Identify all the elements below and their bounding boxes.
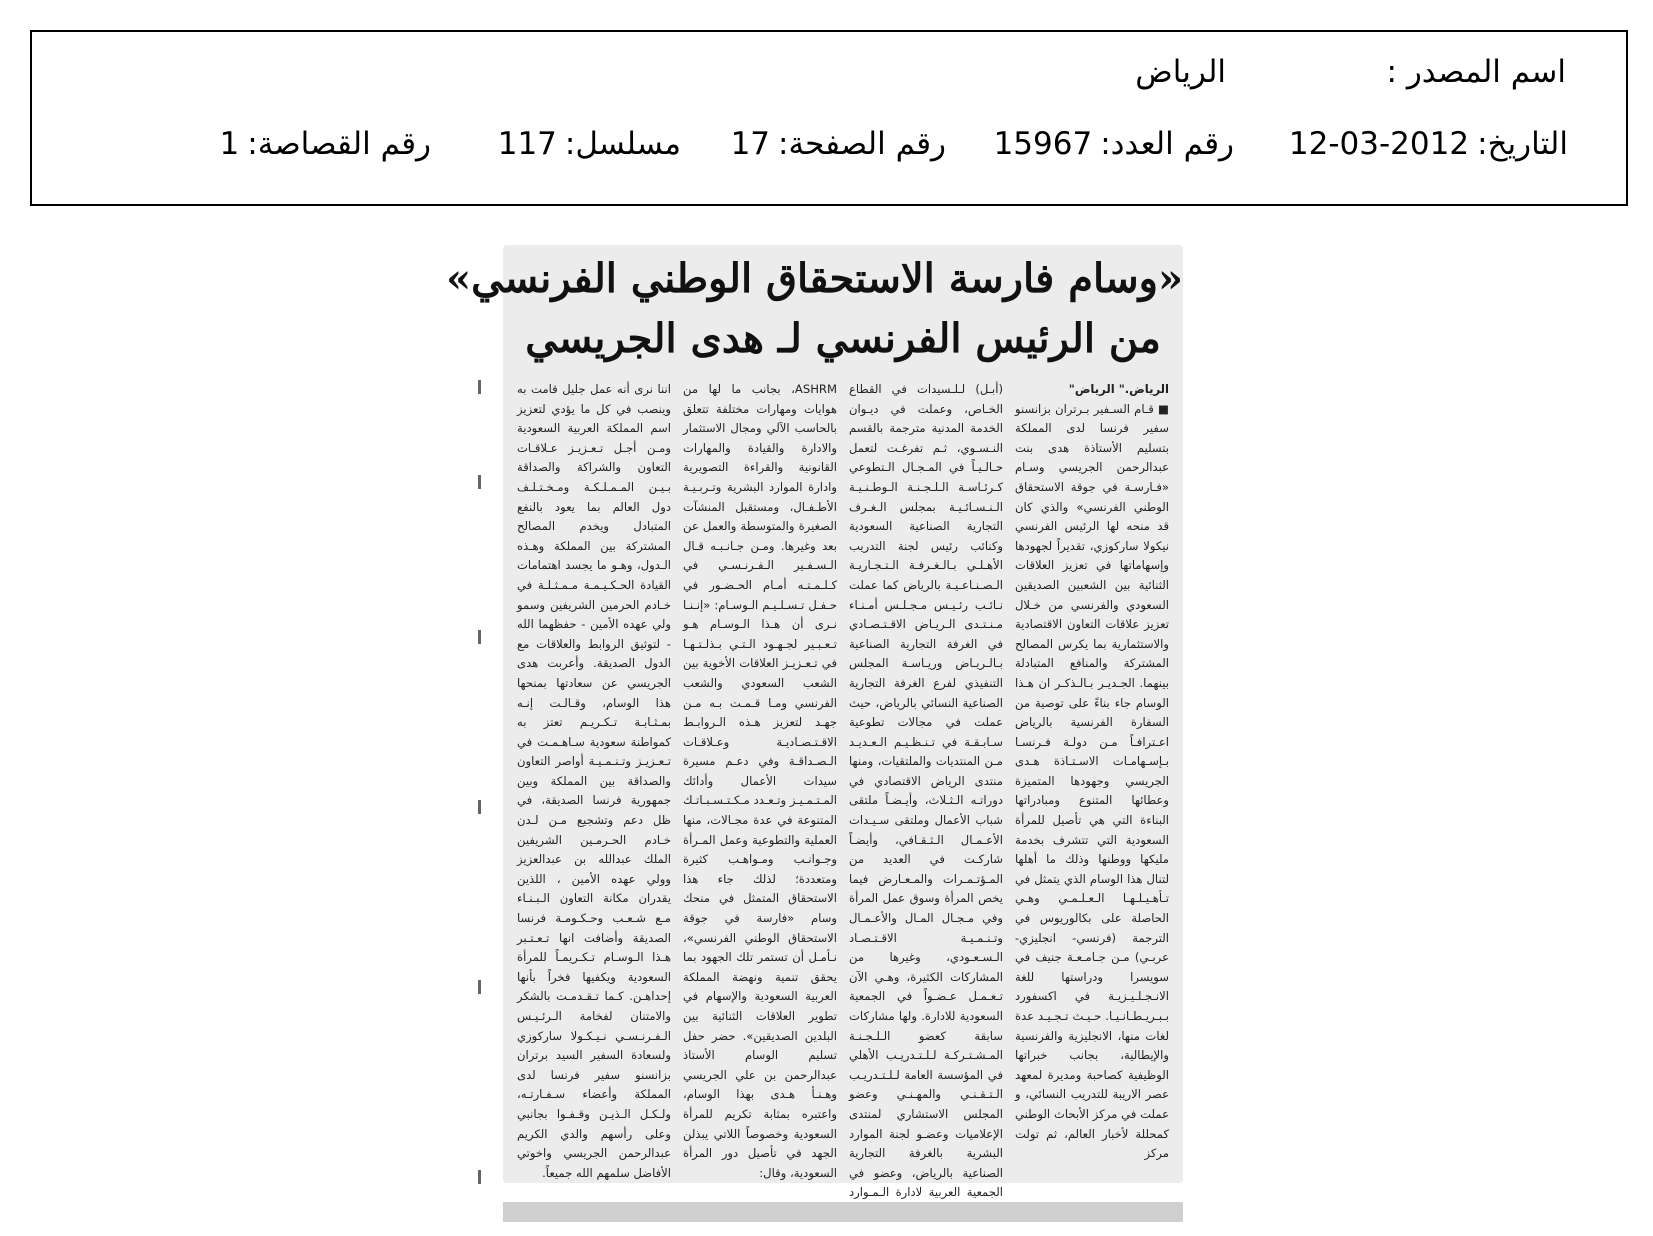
article-dateline: الرياض." الرياض" [1068,382,1169,396]
issue-value: 15967 [993,126,1093,162]
article-column-text: (أبـل) لـلـسيدات في القطاع الخـاص، وعملت في ديـوان الخدمة المدنية مترجمة بالقسم النـسـوي، ثـم تفرغـت لتعمل حـالـيـاً في المـجـال الـتطوعي كـرئـاسـة الـلـجـنـة الـوطـنـيـة الـنـسـائـيـة بمجلس الـغـرف التجارية الصناعية السعودية وكنائب رئيس لجنة التدريب الأهـلـي بـالـغـرفـة الـتـجـاريـة الـصـنـاعـيـة بالرياض كما عملت نـائـب رئـيـس مـجـلـس أمـنـاء مـنـتـدى الـريـاض الاقـتـصـادي في الغرفة التجارية الصناعية بـالـريـاض وريـاسـة المجلس التنفيذي لفرع الغرفة التجارية الصناعية النسائي بالرياض، حيث عملت في مجالات تطوعية سـابـقـة في تـنـظـيـم الـعـديـد مـن المنتديات والملتقيات، ومنها منتدى الرياض الاقتصادي في دوراتـه الـثـلاث، وأيـضـاً ملتقى شباب الأعمال وملتقى سـيـدات الأعـمـال الـثـقـافي، وأيضـاً شاركـت في العديد من المـؤتـمـرات والمـعـارض فيما يخص المرأة وسوق عمل المرأة وفي مـجـال المـال والأعـمـال وتـنـمـيـة الاقـتـصـاد الـسـعـودي، وغيرها من المشاركات الكثيرة، وهـي الآن تـعـمـل عـضـواً في الجمعية السعودية للادارة. ولها مشاركات سابقة كعضو الـلـجـنـة المـشـتـركـة لـلـتـدريـب الأهلي في المؤسسة العامة لـلـتـدريـب الـتـقـنـي والمهـنـي وعضو المجلس الاستشاري لمنتدى الإعلاميات وعضـو لجنة الموارد البشرية بالغرفة التجارية الصناعية بالرياض، وعضو في الجمعية العربية لادارة الـمـوارد [849,382,1003,1200]
article-column-4 [517,380,671,1180]
issue-label: رقم العدد: [1100,126,1234,162]
page-value: 17 [730,126,771,162]
clipping-metadata-box [30,30,1628,206]
clip-field [220,126,431,162]
article-column-text: اننا نرى أنه عمل جليل قامت به وينصب في كل ما يؤدي لتعزيز اسم المملكة العربية السعودية ومـن أجـل تـعـزيـز عـلاقـات التعاون والشراكة والصداقة بـيـن المـمـلـكـة ومـخـتـلـف دول العالم بما يعود بالنفع المتبادل ويخدم المصالح المشتركة بين المملكة وهـذه الـدول، وهـو ما يجسد اهتمامات القيادة الحـكـيـمـة مـمـثـلـة في خـادم الحرمين الشريفين وسمو ولي عهده الأمين - حفظهما الله - لتوثيق الروابط والعلاقات مع الدول الصديقة. وأعربت هدى الجريسي عن سعادتها بمنحها هذا الوسام، وقـالـت إنـه بمـثـابـة تـكـريـم تعتز به كمواطنة سعودية سـاهـمـت في تـعـزيـز وتـنـمـيـة أواصر التعاون والصداقة بين المملكة وبين جمهورية فرنسا الصديقة، في ظل دعم وتشجيع مـن لـدن خـادم الحـرمـين الشريفين الملك عبدالله بن عبدالعزيز وولي عهده الأمين ، اللذين يقدران مكانة التعاون الـبـنـاء مـع شـعـب وحـكـومـة فرنسا الصديقة وأضافت انها تـعـتـبر هـذا الـوسـام تـكـريمـاً للمرأة السعودية ويكفيها فخراً بأنها إحداهـن. كـما تـقـدمـت بالشكر والامتنان لفخامة الـرئـيـس الـفـرنـسـي نـيـكـولا ساركوزي ولسعادة السفير السيد برتران بزانسنو سفير فرنسا لدى المملكة وأعضاء سـفـارتـه، ولـكـل الـذيـن وقـفـوا بجانبي وعلى رأسهم والدي الكريم عبدالرحمن الجريسي واخوتي الأفاضل سلمهم الله جميعاً. [517,382,671,1180]
clip-value: 1 [219,126,240,162]
source-value: الرياض [1135,54,1226,90]
date-field [1289,126,1568,162]
date-value: 2012-03-12 [1288,126,1470,162]
article-column-3 [683,380,837,1180]
article-column-text: ■ قـام السـفير بـرتران بزانسنو سفير فرنسا لدى المملكة بتسليم الأستاذة هدى بنت عبدالرحمن الجريسي وسـام «فـارسـة في جوقة الاستحقاق الوطني الفرنسي» والذي كان قد منحه لها الرئيس الفرنسي نيكولا ساركوزي، تقديراً لجهودها وإسهاماتها في تعزيز العلاقات الثنائية بين الشعبين الصديقين السعودي والفرنسي من خـلال تعزيز علاقات التعاون الاقتصادية والاستثمارية بما يكرس المصالح المشتركة والمنافع المتبادلة بينهما. الجـديـر بـالـذكـر ان هـذا الوسام جاء بناءً على توصية من السفارة الفرنسية بالرياض اعـترافـاً مـن دولـة فـرنسـا بـإسـهامـات الاسـتـاذة هـدى الجريسي وجهودها المتميزة وعطائها المتنوع ومبادراتها البناءة التي هي تأصيل للمرأة السعودية التي تتشرف بخدمة مليكها ووطنها وذلك ما أهلها لتنال هذا الوسام الذي يتمثل في تـأهـيـلـهـا الـعـلـمـي وهـي الحاصلة على بكالوريوس في الترجمة (فرنسي- انجليزي- عربـي) مـن جـامـعـة جنيف في سويسرا ودراستها للغة الانـجـلـيـزيـة في اكسفورد بـبـريـطـانـيـا. حـيـث تـجـيـد عدة لغات منها، الانجليزية والفرنسية والإيطالية، بجانب خبراتها الوظيفية كصاحبة ومديرة لمعهد عصر الاريبة للتدريب النسائي، و عملت في مركز الأبحاث الوطني كمحللة لأخبار العالم، ثم تولت مركز [1015,401,1169,1161]
page-field [731,126,946,162]
serial-field [498,126,681,162]
article-column-1 [1015,380,1169,1173]
article-subheadline: من الرئيس الفرنسي لـ هدى الجريسي [525,315,1161,362]
article-headline: «وسام فارسة الاستحقاق الوطني الفرنسي» [446,255,1183,302]
issue-field [994,126,1234,162]
serial-value: 117 [497,126,557,162]
clipping-bottom-edge [503,1202,1183,1222]
source-label: اسم المصدر : [1386,54,1566,90]
date-label: التاريخ: [1477,126,1568,162]
newspaper-clipping [446,245,1183,1200]
clip-label: رقم القصاصة: [247,126,431,162]
page-label: رقم الصفحة: [778,126,946,162]
serial-label: مسلسل: [564,126,681,162]
article-column-2 [849,380,1003,1200]
article-columns [517,380,1169,1200]
scan-edge-marks [478,380,482,1220]
article-column-text: ASHRM، بجانب ما لها من هوايات ومهارات مختلفة تتعلق بالحاسب الآلي ومجال الاستثمار والادارة والقيادة والمهارات القانونية والقراءة التصويرية وادارة الموارد البشرية وتـربـيـة الأطـفـال، ومستقبل المنشآت الصغيرة والمتوسطة والعمل عن بعد وغيرها. ومـن جـانـبـه قـال الـسـفـير الـفـرنـسـي في كـلـمـتـه أمـام الحـضـور في حـفـل تـسـلـيـم الـوسـام: «إنـنـا نـرى أن هـذا الـوسـام هـو تـعـبـير لجـهـود الـتـي بـذلـتـهـا في تـعـزيـز العلاقات الأخوية بين الشعب السعودي والشعب الفرنسي ومـا قـمـت بـه مـن جهـد لتعزيز هـذه الـروابـط الاقـتـصـاديـة وعـلاقـات الـصـداقـة وفي دعـم مسيرة سيدات الأعمال وأدائك المـتـمـيـز وتـعـدد مـكـتـسـبـاتـك المتنوعة في عدة مجـالات، منها العملية والتطوعية وعمل المـرأة وجـوانـب ومـواهـب كثيرة ومتعددة؛ لذلك جاء هذا الاستحقاق المتمثل في منحك وسام «فارسة في جوقة الاستحقاق الوطني الفرنسي»، نـأمـل أن تستمر تلك الجهود بما يحقق تنمية ونهضة المملكة العربية السعودية والإسهام في تطوير العلاقات الثنائية بين البلدين الصديقين». حضر حفل تسليم الوسام الأستاذ عبدالرحمن بن علي الجريسي وهـنـأ هـدى بهذا الوسام، واعتبره بمثابة تكريم للمرأة السعودية وخصوصاً اللاتي يبذلن الجهد في تأصيل دور المرأة السعودية، وقال: [683,382,837,1180]
